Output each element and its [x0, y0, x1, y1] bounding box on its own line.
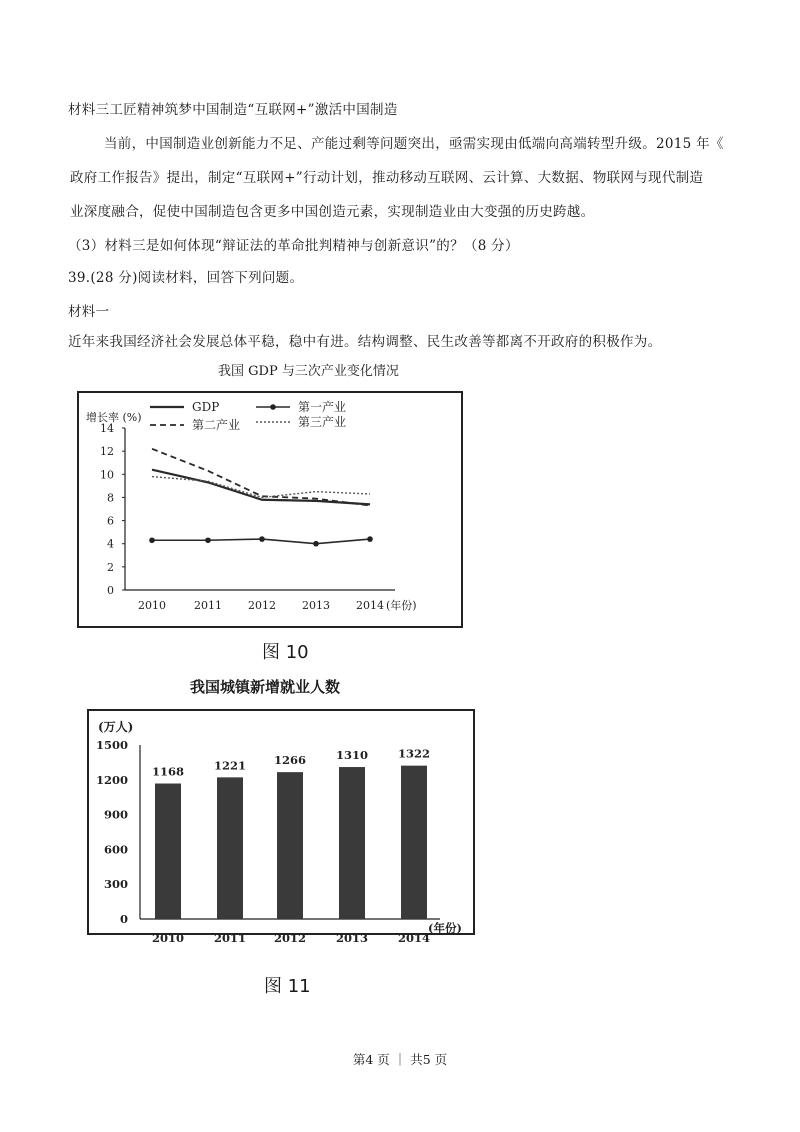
figure10-x-axis-label: (年份): [386, 599, 417, 612]
figure10-legend-label-primary-industry: 第一产业: [298, 400, 347, 414]
figure11-x-tick-label: 2014: [397, 931, 431, 945]
figure10-y-tick-label: 10: [100, 468, 114, 482]
figure10-y-tick-label: 6: [107, 514, 114, 528]
page-footer: 第4 页 ｜ 共5 页: [352, 1052, 448, 1067]
material1-text: 近年来我国经济社会发展总体平稳，稳中有进。结构调整、民生改善等都离不开政府的积极作为。: [68, 334, 662, 350]
figure11-bar: [155, 784, 181, 919]
figure11-title: 我国城镇新增就业人数: [190, 678, 341, 696]
figure10-x-tick-label: 2013: [302, 599, 330, 612]
material3-paragraph-line1: 当前，中国制造业创新能力不足、产能过剩等问题突出，亟需实现由低端向高端转型升级。2015 年《: [104, 136, 724, 152]
figure11-bar: [217, 777, 243, 919]
material3-title: 材料三工匠精神筑梦中国制造“互联网+”激活中国制造: [68, 102, 398, 118]
figure10-x-tick-label: 2012: [248, 599, 276, 612]
figure11-data-label: 1221: [213, 758, 247, 773]
figure11-caption: 图 11: [264, 976, 311, 997]
figure10-y-axis-label: 增长率 (%): [86, 411, 142, 424]
figure11-data-label: 1168: [151, 764, 185, 779]
question-3: （3）材料三是如何体现“辩证法的革命批判精神与创新意识”的？（8 分）: [68, 238, 519, 254]
figure11-bar: [401, 766, 427, 919]
material1-label: 材料一: [68, 304, 110, 320]
figure11-y-tick-label: 1200: [95, 772, 128, 787]
figure10-caption: 图 10: [262, 642, 309, 663]
figure11-y-tick-label: 600: [103, 842, 128, 857]
figure10-y-tick-label: 2: [107, 560, 114, 574]
material3-paragraph-line2: 政府工作报告》提出，制定“互联网+”行动计划，推动移动互联网、云计算、大数据、物联网与现代制造: [70, 170, 704, 186]
figure11-y-axis-label: (万人): [98, 720, 134, 734]
figure10-y-tick-label: 0: [107, 584, 114, 597]
figure10-y-tick-label: 4: [107, 537, 114, 551]
figure10-title: 我国 GDP 与三次产业变化情况: [218, 364, 399, 379]
figure10-y-tick-label: 8: [107, 491, 114, 505]
figure10-y-tick-label: 14: [100, 422, 114, 435]
figure10-legend-label-secondary-industry: 第二产业: [192, 418, 241, 432]
figure11-x-tick-label: 2013: [335, 931, 369, 945]
figure10-y-tick-label: 12: [100, 445, 114, 459]
figure11-y-tick-label: 0: [119, 912, 128, 926]
figure10-x-tick-label: 2011: [194, 599, 222, 612]
figure11-y-tick-label: 1500: [95, 738, 128, 752]
material3-paragraph-line3: 业深度融合，促使中国制造包含更多中国创造元素，实现制造业由大变强的历史跨越。: [70, 204, 595, 220]
figure10-x-tick-label: 2010: [138, 599, 166, 612]
figure11-x-tick-label: 2010: [151, 931, 185, 945]
figure10-legend-label-tertiary-industry: 第三产业: [298, 415, 347, 429]
figure11-y-tick-label: 300: [103, 877, 128, 892]
figure10-legend-label-gdp: GDP: [192, 400, 220, 414]
figure11-data-label: 1310: [335, 748, 369, 763]
figure11-bar: [277, 772, 303, 919]
question-39-heading: 39.(28 分)阅读材料，回答下列问题。: [68, 270, 304, 286]
figure11-bar: [339, 767, 365, 919]
figure10-x-tick-label: 2014: [356, 599, 384, 612]
figure11-x-tick-label: 2012: [273, 931, 307, 945]
figure11-y-tick-label: 900: [103, 807, 128, 822]
figure11-data-label: 1266: [273, 753, 307, 768]
figure11-x-tick-label: 2011: [213, 931, 247, 945]
figure11-x-axis-label: (年份): [428, 921, 462, 935]
figure11-data-label: 1322: [397, 746, 431, 761]
